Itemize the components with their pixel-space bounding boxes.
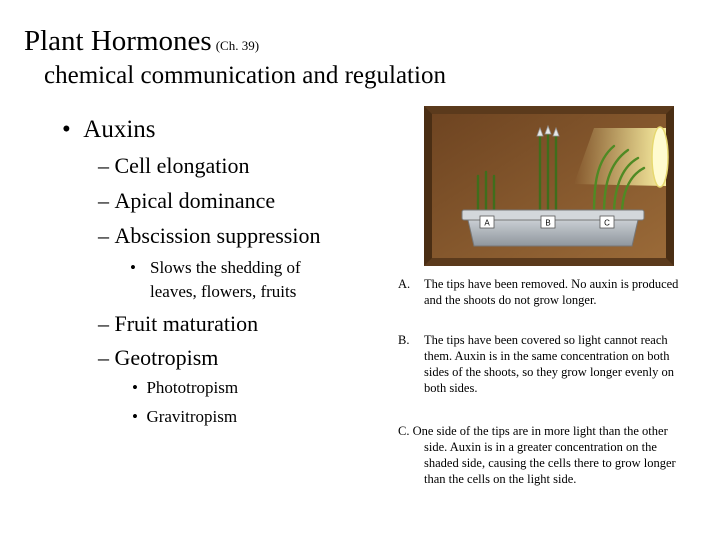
item-label: Fruit maturation: [114, 311, 259, 336]
slide-title: [24, 24, 259, 63]
dash-mark: –: [98, 311, 109, 336]
note-letter: A.: [398, 277, 411, 291]
note-text: C. One side of the tips are in more light than the other side. Auxin is in a greater concentration on the shaded side, causing the cells there to grow longer than the cells on the light side.: [398, 424, 676, 486]
dash-mark: –: [98, 223, 109, 248]
item-label: Geotropism: [114, 345, 219, 370]
subitem-label: Slows the shedding of leaves, flowers, fruits: [150, 258, 301, 301]
subitem-gravitropism: [132, 405, 237, 429]
item-abscission-suppression: [98, 222, 320, 250]
bullet-mark: •: [130, 258, 136, 277]
bullet-mark: •: [62, 116, 71, 143]
dash-mark: –: [98, 188, 109, 213]
subitem-label: Phototropism: [146, 378, 239, 397]
bullet-mark: •: [132, 407, 138, 426]
subitem-phototropism: [132, 376, 238, 400]
item-geotropism: [98, 344, 218, 372]
label-a: A: [484, 218, 490, 228]
box-right-wall: [666, 106, 674, 266]
chapter-reference: (Ch. 39): [215, 38, 260, 53]
item-apical-dominance: [98, 187, 275, 215]
item-fruit-maturation: [98, 310, 258, 338]
light-source-icon: [652, 127, 668, 187]
label-b: B: [545, 218, 551, 228]
slide-subtitle: chemical communication and regulation: [44, 62, 446, 89]
dash-mark: –: [98, 153, 109, 178]
item-label: Cell elongation: [114, 153, 250, 178]
note-text: The tips have been covered so light cannot reach them. Auxin is in the same concentration on both sides of the shoots, so they grow longer evenly on both sides.: [424, 333, 674, 395]
bullet-label: Auxins: [83, 116, 156, 143]
bullet-auxins: [62, 115, 156, 145]
phototropism-experiment-figure: [424, 106, 674, 266]
label-c: C: [604, 218, 610, 228]
note-text: The tips have been removed. No auxin is produced and the shoots do not grow longer.: [424, 277, 679, 307]
subitem-slows-shedding: [132, 256, 332, 304]
bullet-mark: •: [132, 378, 138, 397]
item-label: Abscission suppression: [114, 223, 321, 248]
note-letter: B.: [398, 333, 410, 347]
item-label: Apical dominance: [114, 188, 276, 213]
subitem-label: Gravitropism: [146, 407, 238, 426]
title-text: Plant Hormones: [24, 25, 212, 57]
box-left-wall: [424, 106, 432, 266]
item-cell-elongation: [98, 152, 250, 180]
note-c: [398, 423, 680, 487]
dash-mark: –: [98, 345, 109, 370]
